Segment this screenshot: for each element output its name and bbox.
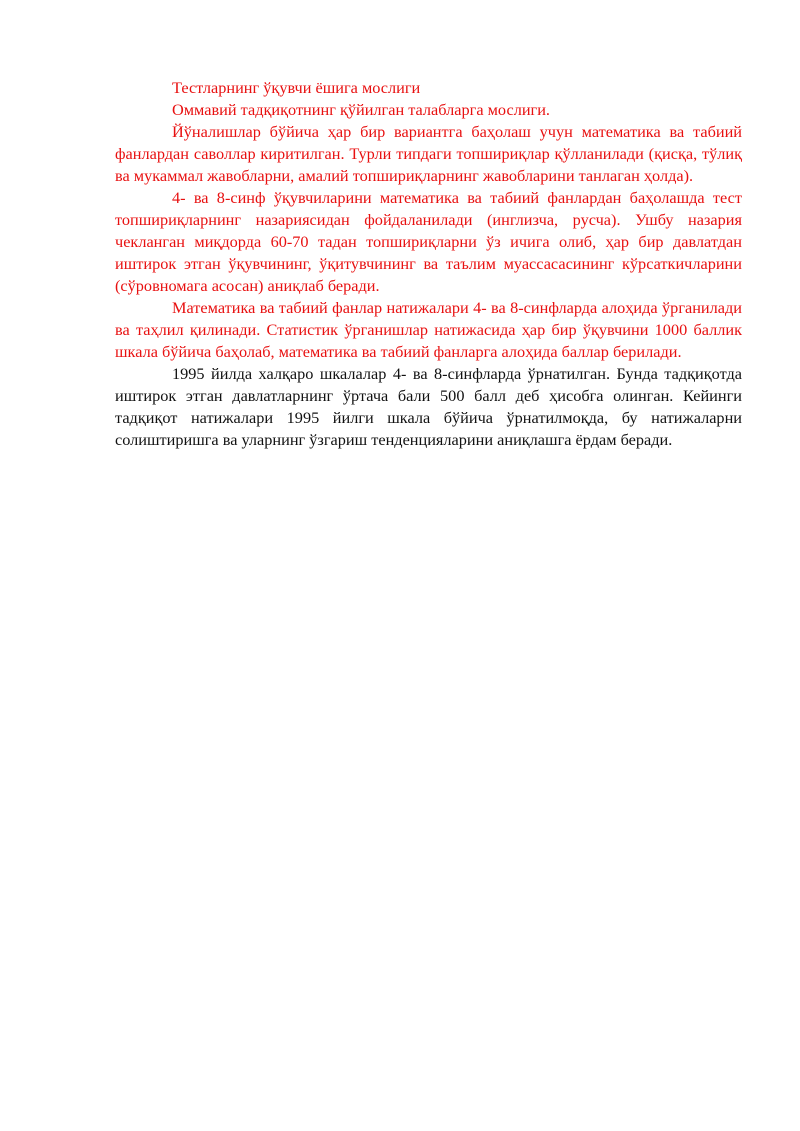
paragraph-international-scale: 1995 йилда халқаро шкалалар 4- ва 8-синфларда ўрнатилган. Бунда тадқиқотда иштирок этган давлатларнинг ўртача бали 500 балл деб ҳисобга олинган. Кейинги тадқиқот натижалари 1995 йилги шкала бўйича ўрнатилмоқда, бу натижаларни солиштиришга ва уларнинг ўзгариш тенденцияларини аниқлашга ёрдам беради. — [115, 364, 742, 449]
paragraph-test-theory: 4- ва 8-синф ўқувчиларини математика ва табиий фанлардан баҳолашда тест топшириқларнинг назариясидан фойдаланилади (инглизча, русча). Ушбу назария чекланган миқдорда 60-70 тадан топшириқларни ўз ичига олиб, ҳар бир давлатдан иштирок этган ўқувчининг, ўқитувчининг ва таълим муассасасининг кўрсаткичларини (сўровномага асосан) аниқлаб беради. — [115, 188, 742, 295]
document-body — [115, 77, 742, 451]
paragraph-question-types: Йўналишлар бўйича ҳар бир вариантга баҳолаш учун математика ва табиий фанлардан саволлар киритилган. Турли типдаги топшириқлар қўлланилади (қисқа, тўлиқ ва мукаммал жавобларни, амалий топшириқларнинг жавобларини танлаган ҳолда). — [115, 122, 742, 185]
paragraph-results-analysis: Математика ва табиий фанлар натижалари 4- ва 8-синфларда алоҳида ўрганилади ва таҳлил қилинади. Статистик ўрганишлар натижасида ҳар бир ўқувчини 1000 баллик шкала бўйича баҳолаб, математика ва табиий фанларга алоҳида баллар берилади. — [115, 298, 742, 361]
paragraph-age-suitability: Тестларнинг ўқувчи ёшига мослиги — [172, 78, 421, 97]
paragraph-requirements-suitability: Оммавий тадқиқотнинг қўйилган талабларга мослиги. — [172, 100, 550, 119]
